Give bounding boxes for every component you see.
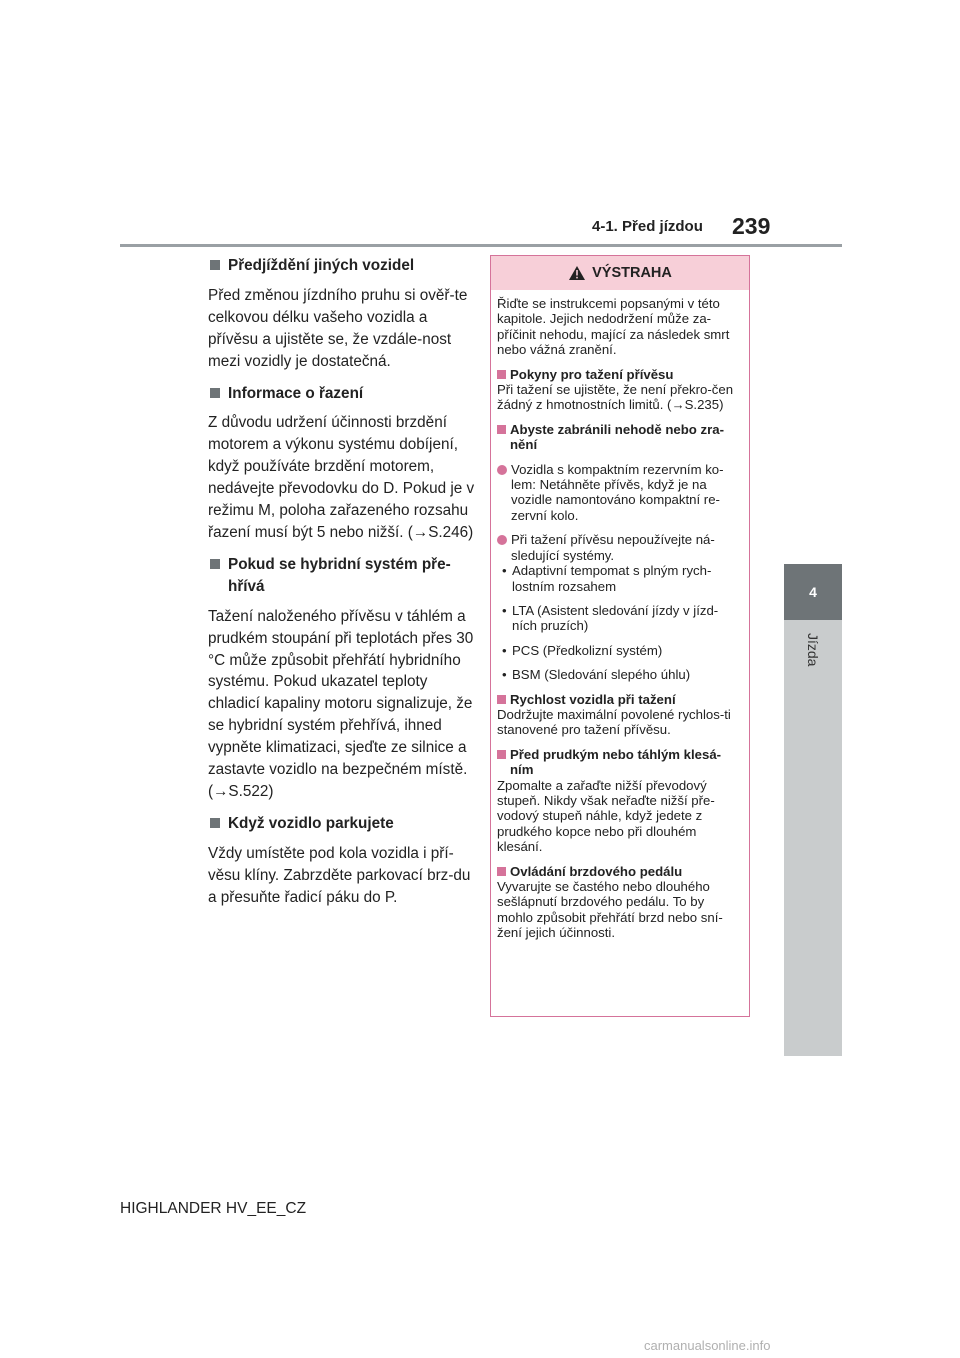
warning-subheading: Pokyny pro tažení přívěsu [497, 367, 742, 382]
chapter-number: 4 [809, 584, 817, 600]
page-number: 239 [732, 213, 771, 239]
warning-box [490, 255, 750, 1017]
section-body: Z důvodu udržení účinnosti brzdění motorem a výkonu systému dobíjení, když používáte brzdění motorem, nedávejte převodovku do D. Pokud je v režimu M, poloha zařazeného rozsahu řazení musí být 5 nebo nižší. (→S.246) [208, 414, 475, 541]
warning-bullet: • LTA (Asistent sledování jízdy v jízd-ních pruzích) [502, 602, 719, 634]
section-body: Tažení naloženého přívěsu v táhlém a prudkém stoupání při teplotách přes 30 °C může způsobit přehřátí hybridního systému. Pokud ukazatel teploty chladicí kapaliny motoru signalizuje, že se hybridní systém přehřívá, ihned vypněte klimatizaci, sjeďte ze silnice a zastavte vozidlo na bezpečném místě. (→S.522) [208, 607, 474, 800]
square-bullet-icon [210, 559, 220, 569]
warning-triangle-icon [568, 265, 586, 281]
chapter-label: Jízda [805, 633, 821, 667]
circle-bullet-icon [497, 535, 507, 545]
warning-subheading: Abyste zabránili nehodě nebo zra-nění [497, 422, 742, 453]
warning-text: Při tažení se ujistěte, že není překro-čen žádný z hmotnostních limitů. (→S.235) [497, 382, 734, 413]
watermark: carmanualsonline.info [644, 1338, 771, 1353]
footer-model: HIGHLANDER HV_EE_CZ [120, 1200, 307, 1217]
section-heading: Informace o řazení [208, 383, 476, 405]
warning-text: Vyvarujte se častého nebo dlouhého sešlápnutí brzdového pedálu. To by mohlo způsobit přehřátí brzd nebo sní-žení jejich účinnosti. [497, 879, 723, 941]
chapter-tab-number [784, 564, 842, 620]
warning-text: Zpomalte a zařaďte nižší převodový stupeň. Nikdy však neřaďte nižší pře-vodový stupeň náhle, když jedete z prudkého kopce nebo při dlouhém klesání. [497, 777, 715, 855]
chapter-tab-strip [784, 620, 842, 1056]
warning-dot-item: Vozidla s kompaktním rezervním ko-lem: Netáhněte přívěs, když je na vozidle namontováno kompaktní re-zervní kolo. [497, 462, 742, 524]
warning-text: Dodržujte maximální povolené rychlos-ti stanovené pro tažení přívěsu. [497, 706, 731, 738]
square-bullet-icon [497, 695, 506, 704]
header-rule [120, 244, 842, 247]
section-title: 4-1. Před jízdou [592, 218, 703, 235]
warning-intro: Řiďte se instrukcemi popsanými v této kapitole. Jejich nedodržení může za-příčinit nehodu, mající za následek smrt nebo vážná zranění. [497, 296, 730, 358]
warning-header [491, 256, 749, 290]
warning-bullet: • BSM (Sledování slepého úhlu) [502, 667, 691, 683]
square-bullet-icon [210, 388, 220, 398]
square-bullet-icon [497, 750, 506, 759]
square-bullet-icon [210, 260, 220, 270]
left-column [208, 255, 476, 918]
section-heading: Předjíždění jiných vozidel [208, 255, 476, 277]
section-heading: Když vozidlo parkujete [208, 813, 476, 835]
warning-subheading: Rychlost vozidla při tažení [497, 692, 742, 707]
square-bullet-icon [497, 370, 506, 379]
warning-subheading: Před prudkým nebo táhlým klesá-ním [497, 747, 742, 778]
circle-bullet-icon [497, 465, 507, 475]
warning-bullet: • Adaptivní tempomat s plným rych-lostním rozsahem [502, 563, 712, 594]
warning-body [491, 290, 749, 941]
warning-title: VÝSTRAHA [592, 265, 672, 281]
section-heading: Pokud se hybridní systém pře-hřívá [208, 554, 476, 598]
square-bullet-icon [497, 425, 506, 434]
square-bullet-icon [210, 818, 220, 828]
square-bullet-icon [497, 867, 506, 876]
section-body: Před změnou jízdního pruhu si ověř-te celkovou délku vašeho vozidla a přívěsu a ujistěte se, že vzdále-nost mezi vozidly je dostatečná. [208, 286, 468, 370]
warning-dot-item: Při tažení přívěsu nepoužívejte ná-sledující systémy. [497, 532, 742, 563]
section-body: Vždy umístěte pod kola vozidla i pří-věsu klíny. Zabrzděte parkovací brz-du a přesuňte řadicí páku do P. [208, 844, 471, 906]
warning-bullet: • PCS (Předkolizní systém) [502, 642, 663, 658]
warning-subheading: Ovládání brzdového pedálu [497, 864, 742, 879]
